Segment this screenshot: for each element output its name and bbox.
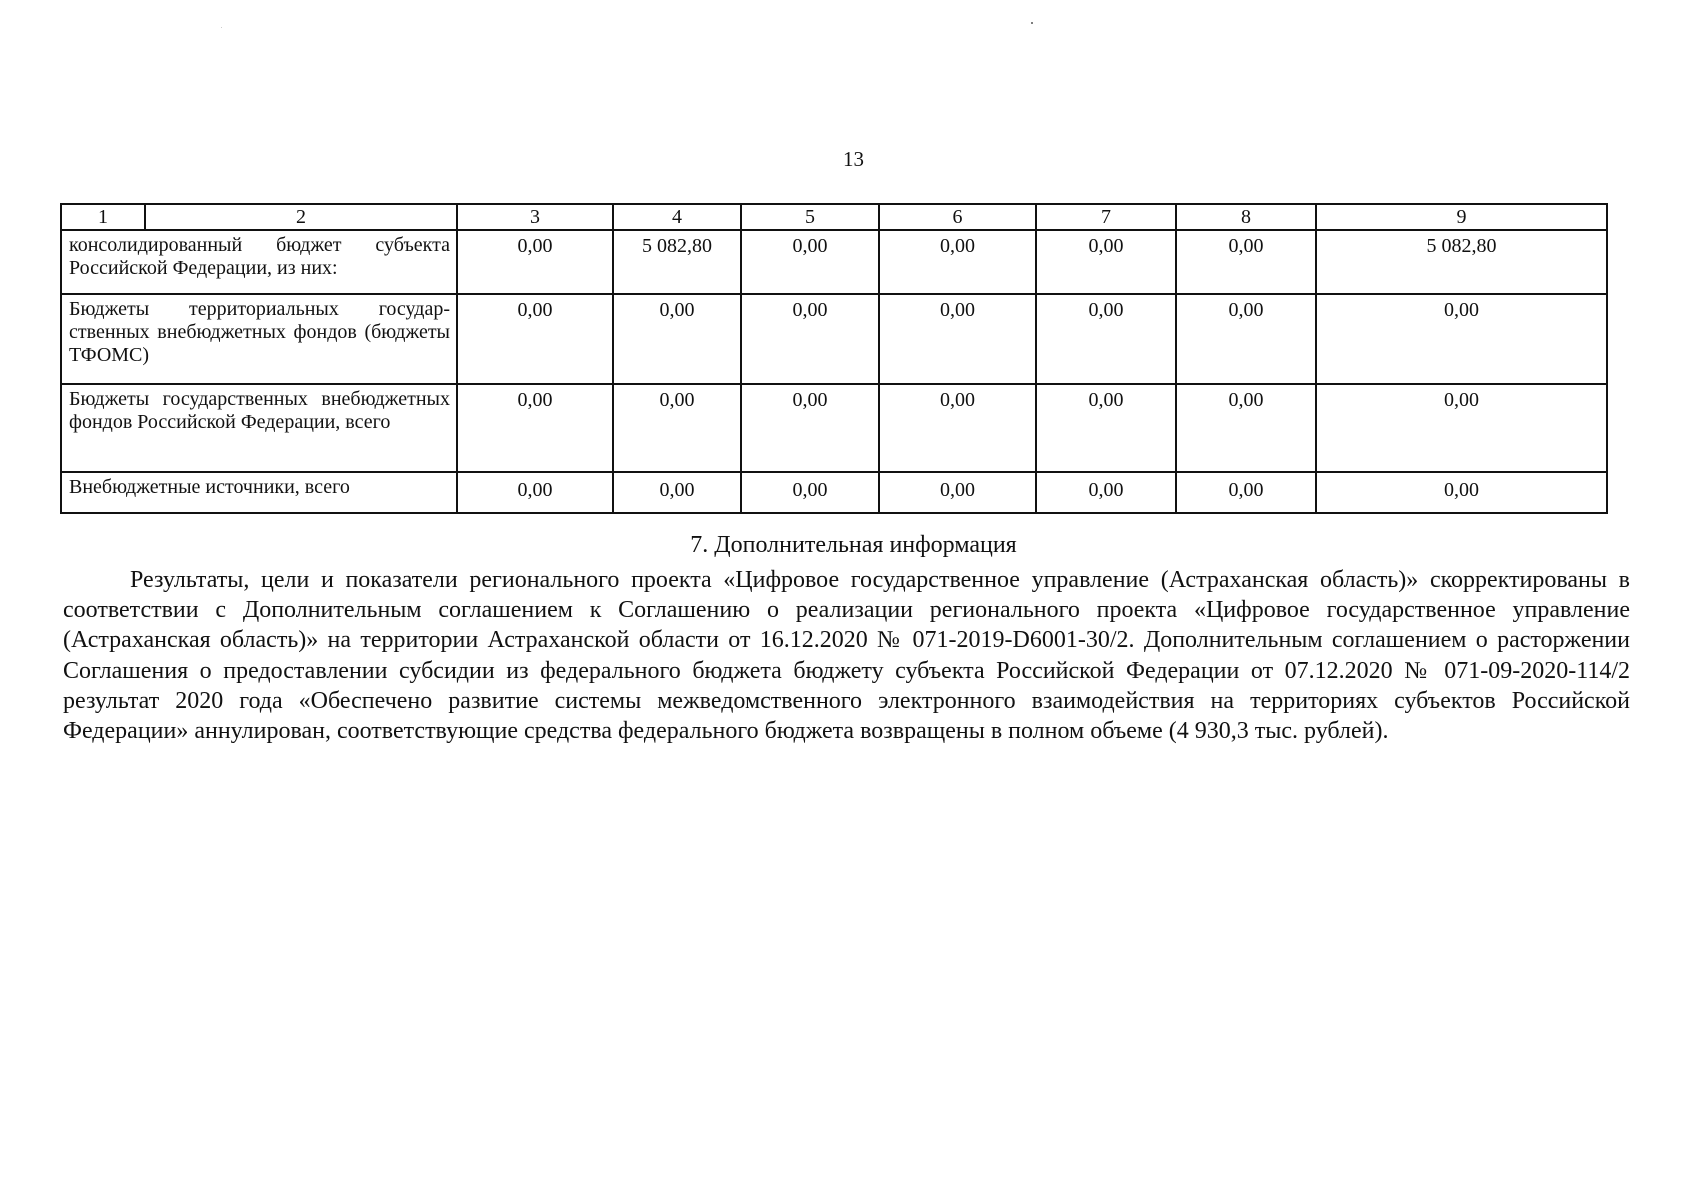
table-row <box>61 230 1607 294</box>
scan-speck <box>1031 22 1033 24</box>
section-heading: 7. Дополнительная информация <box>690 532 1017 558</box>
body-paragraph: Результаты, цели и показатели регионального проекта «Цифровое государственное управление (Астраханская область)» скорректированы в соответствии с Дополнительным соглашением к Соглашению о реализации регионального проекта «Цифровое государственное управление (Астраханская область)» на территории Астраханской области от 16.12.2020 № 071-2019-D6001-30/2. Дополнительным соглашением о расторжении Соглашения о предоставлении субсидии из федерального бюджета бюджету субъекта Российской Федерации от 07.12.2020 № 071-09-2020-114/2 результат 2020 года «Обеспечено развитие системы межведомственного электронного взаимодействия на территориях субъектов Российской Федерации» аннулирован, соответствующие средства федерального бюджета возвращены в полном объеме (4 930,3 тыс. рублей). <box>63 567 1630 745</box>
table-cell: 0,00 <box>879 230 1036 294</box>
table-cell: 0,00 <box>741 472 879 513</box>
table-row <box>61 472 1607 513</box>
table-cell: 0,00 <box>1316 384 1607 472</box>
table-header-row <box>61 204 1607 230</box>
column-number: 5 <box>741 204 879 230</box>
table-cell: 0,00 <box>879 384 1036 472</box>
table-cell: 0,00 <box>1036 384 1176 472</box>
table-cell: 0,00 <box>613 472 741 513</box>
table-cell: 5 082,80 <box>613 230 741 294</box>
row-label: Бюджеты государственных внебюджетных фондов Российской Федерации, всего <box>61 384 457 472</box>
table-cell: 0,00 <box>457 230 613 294</box>
table-cell: 5 082,80 <box>1316 230 1607 294</box>
table-cell: 0,00 <box>457 472 613 513</box>
column-number: 7 <box>1036 204 1176 230</box>
table-cell: 0,00 <box>1036 294 1176 384</box>
funding-table <box>60 203 1608 514</box>
table-row <box>61 294 1607 384</box>
table-cell: 0,00 <box>1176 230 1316 294</box>
row-label: Внебюджетные источники, всего <box>61 472 457 513</box>
column-number: 9 <box>1316 204 1607 230</box>
table-cell: 0,00 <box>1176 294 1316 384</box>
table-cell: 0,00 <box>1316 294 1607 384</box>
table-cell: 0,00 <box>1036 230 1176 294</box>
table-cell: 0,00 <box>879 472 1036 513</box>
page-number: 13 <box>843 147 864 171</box>
scan-speck <box>221 27 222 28</box>
table-cell: 0,00 <box>457 294 613 384</box>
row-label: Бюджеты территориальных государственных внебюджетных фондов (бюджеты ТФОМС) <box>61 294 457 384</box>
column-number: 1 <box>61 204 145 230</box>
table-cell: 0,00 <box>1036 472 1176 513</box>
table-cell: 0,00 <box>741 294 879 384</box>
table-cell: 0,00 <box>741 230 879 294</box>
table-cell: 0,00 <box>879 294 1036 384</box>
row-label: консолидированный бюджет субъекта Российской Федерации, из них: <box>61 230 457 294</box>
table-row <box>61 384 1607 472</box>
column-number: 3 <box>457 204 613 230</box>
table-cell: 0,00 <box>741 384 879 472</box>
column-number: 8 <box>1176 204 1316 230</box>
table-cell: 0,00 <box>457 384 613 472</box>
table-cell: 0,00 <box>1176 472 1316 513</box>
column-number: 4 <box>613 204 741 230</box>
table-cell: 0,00 <box>613 384 741 472</box>
table-cell: 0,00 <box>1176 384 1316 472</box>
column-number: 2 <box>145 204 457 230</box>
table-cell: 0,00 <box>613 294 741 384</box>
table-cell: 0,00 <box>1316 472 1607 513</box>
column-number: 6 <box>879 204 1036 230</box>
